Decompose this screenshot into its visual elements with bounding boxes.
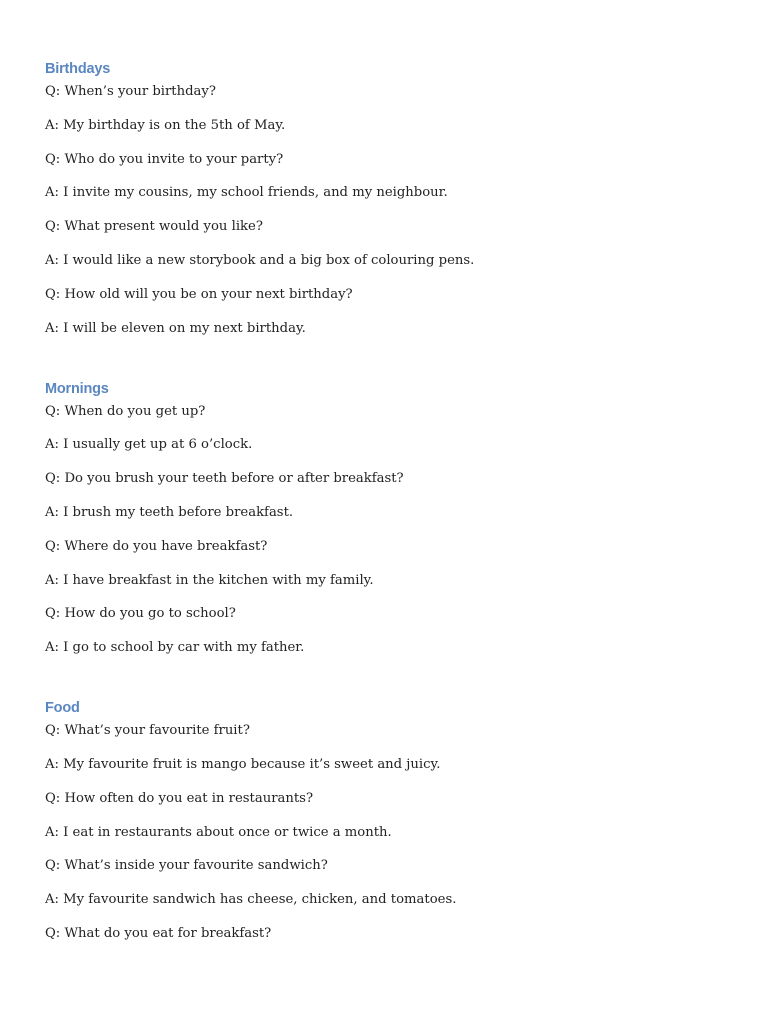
question-line: Q: Do you brush your teeth before or after breakfast? [45, 471, 404, 487]
answer-line: A: My birthday is on the 5th of May. [45, 117, 286, 133]
section-heading: Food [45, 700, 80, 717]
answer-line: A: My favourite fruit is mango because it’s sweet and juicy. [45, 756, 441, 772]
answer-line: A: I invite my cousins, my school friends, and my neighbour. [45, 185, 448, 201]
section-heading: Birthdays [45, 61, 111, 77]
question-line: Q: How do you go to school? [45, 606, 236, 622]
answer-line: A: I go to school by car with my father. [45, 640, 305, 656]
section-birthdays [45, 58, 725, 340]
answer-line: A: My favourite sandwich has cheese, chicken, and tomatoes. [45, 892, 457, 908]
question-line: Q: What do you eat for breakfast? [45, 925, 272, 941]
document-page [45, 58, 725, 945]
section-food [45, 697, 725, 945]
section-heading: Mornings [45, 380, 109, 397]
answer-line: A: I brush my teeth before breakfast. [45, 504, 294, 520]
question-line: Q: What’s your favourite fruit? [45, 723, 250, 739]
section-mornings [45, 378, 725, 660]
question-line: Q: Where do you have breakfast? [45, 538, 268, 554]
answer-line: A: I will be eleven on my next birthday. [45, 320, 306, 336]
question-line: Q: How old will you be on your next birthday? [45, 286, 353, 302]
answer-line: A: I would like a new storybook and a big box of colouring pens. [45, 252, 475, 268]
question-line: Q: What’s inside your favourite sandwich? [45, 858, 328, 874]
question-line: Q: What present would you like? [45, 219, 263, 235]
answer-line: A: I usually get up at 6 o’clock. [45, 437, 253, 453]
answer-line: A: I have breakfast in the kitchen with my family. [45, 572, 374, 588]
question-line: Q: When do you get up? [45, 403, 206, 419]
question-line: Q: When’s your birthday? [45, 84, 216, 99]
answer-line: A: I eat in restaurants about once or twice a month. [45, 824, 392, 840]
question-line: Q: Who do you invite to your party? [45, 151, 284, 167]
question-line: Q: How often do you eat in restaurants? [45, 790, 314, 806]
